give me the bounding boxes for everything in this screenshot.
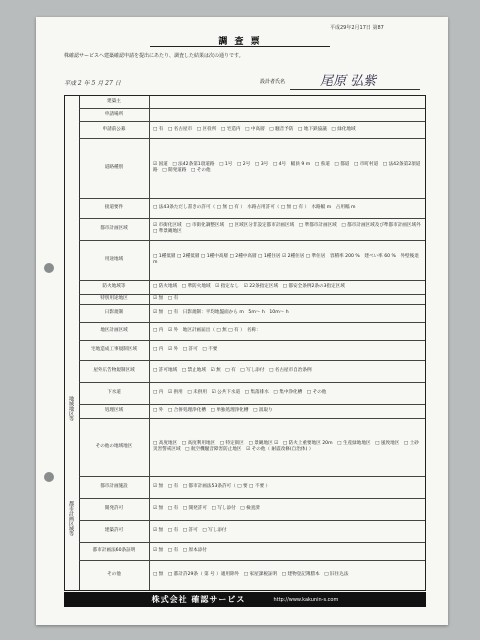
company-url: http://www.kakunin-s.com (273, 596, 339, 603)
row-value: □ 1種低層 □ 2種低層 □ 1種中高層 □ 2種中高層 □ 1種住居 ☑ 2種住居 □ 準住居 容積率 200 % 建ぺい率 60 % 外壁後退 m (153, 254, 419, 265)
row-value: ☑ 無 □ 有 □ 都市計画法53条許可（ □ 要 □ 不要 ） (153, 484, 271, 490)
row-value: ☑ 無 □ 有 (153, 296, 179, 302)
row-label: 用途地域 (79, 240, 150, 280)
row-value: □ 許可地域 □ 禁止地域 ☑ 無 □ 有 □ 写し添付 □ 名古屋市自治条例 (153, 368, 312, 374)
row-value: □ 高度地区 □ 高度利用地区 □ 特定街区 □ 景観地区 ☑ □ 防火上重要地区 20m □ 生産緑地地区 □ 風致地区 □ 土砂災害警戒区域 □ 航空機騒音障害防止地区 ☑ その他（ 耐震改修(自治体) ） (153, 441, 419, 452)
side-label-column (65, 96, 80, 590)
row-value: □ 防火地域 □ 準防火地域 ☑ 指定なし ☑ 22条指定区域 □ 都安全条例2条の3指定区域 (153, 284, 345, 290)
table-row (79, 542, 425, 561)
row-label: 都市計画区域 (79, 218, 150, 240)
row-value: □ 法43条ただし書きの許可（ □ 無 □ 有 ） 水路占用許可（ □ 無 □ 有 ） 水路幅 m 占用幅 m (153, 205, 356, 211)
table-row (79, 138, 425, 199)
company-footer (64, 592, 426, 607)
row-label: 道路種別 (79, 138, 150, 198)
row-label: 申請前公募 (79, 121, 150, 138)
row-value: ☑ 市街化区域 □ 市街化調整区域 □ 区域区分非設定都市計画区域 □ 準都市計画区域 □ 都市計画区域及び準都市計画区域外 □ 準景観地区 (153, 223, 426, 234)
row-value: □ 外 □ 合併処理浄化槽 □ 単独処理浄化槽 □ 汲取り (153, 408, 273, 414)
punch-hole (44, 472, 54, 482)
table-row (79, 322, 425, 341)
row-label: 申請場所 (79, 108, 150, 121)
side-label-zoning: 地域地区等 (68, 396, 74, 421)
table-row (79, 304, 425, 323)
row-label: 特別用途地区 (79, 294, 150, 304)
table-row (79, 340, 425, 361)
survey-date (64, 78, 121, 87)
row-label: 宅地造成工事規制区域 (79, 340, 150, 360)
row-label: その他 (79, 560, 150, 590)
table-row (79, 218, 425, 241)
survey-table (64, 95, 426, 591)
table-row (79, 476, 425, 499)
row-value: ☑ 国道 □ 法42条第1項道路 □ 1号 □ 2号 □ 3号 □ 4号 幅員 9 m □ 県道 □ 都道 □ 市町村道 □ 法42条第2項道路 □ 開発道路 □ その他 (153, 162, 421, 173)
row-value: □ 内 ☑ 供用 □ 未供用 ☑ 公共下水道 □ 集落排水 □ 集中浄化槽 □ その他 (153, 390, 327, 396)
row-value: ☑ 無 □ 有 □ 原本添付 (153, 548, 207, 554)
table-row (79, 404, 425, 419)
table-row (79, 498, 425, 521)
row-value: ☑ 無 □ 有 □ 開発許可 □ 写し添付 □ 検査済 (153, 506, 260, 512)
row-value: □ 内 ☑ 外 □ 許可 □ 不要 (153, 347, 218, 353)
table-row (79, 108, 425, 122)
punch-hole (44, 263, 54, 273)
side-label-urban-planning: 都市計画区域等 (68, 501, 74, 536)
row-value: ☑ 無 □ 有 日影規制：平均地盤面から m 5m～ h 10m～ h (153, 310, 289, 316)
row-label: 防火地域等 (79, 280, 150, 294)
row-value: ☑ 無 □ 有 □ 許可 □ 写し添付 (153, 528, 227, 534)
form-title: 調 査 票 (218, 37, 262, 47)
row-value: □ 有 □ 名古屋市 □ 区役所 □ 宅造内 □ 中高層 □ 騒音予防 □ 地下鉄協議 □ 緑化地域 (153, 126, 356, 132)
row-label: 屋外広告物規制区域 (79, 360, 150, 382)
table-row (79, 280, 425, 295)
row-label: 都市計画法60条証明 (79, 542, 150, 560)
row-value: □ 無 □ 都計許29条（ 第 号 ）適用除外 □ 家屋課税証明 □ 建物登記簿謄本 □ 旧住込法 (153, 572, 349, 578)
row-value (153, 96, 422, 108)
intro-text: 株確認サービスへ建築確認申請を提出にあたり、調査した結果は次の通りです。 (64, 53, 244, 59)
row-label: その他の地域地区 (79, 418, 150, 476)
row-value: □ 内 ☑ 外 地区計画届出（ □ 無 □ 有 ） 名称： (153, 328, 261, 334)
table-row (79, 198, 425, 219)
designer-signature: 尾原 弘紫 (320, 74, 377, 89)
row-label: 地区計画区域 (79, 322, 150, 340)
row-label: 建築主 (79, 96, 150, 108)
company-name: 株式会社 確認サービス (151, 595, 246, 604)
signature-line (290, 89, 420, 90)
row-label: 都市計画施設 (79, 476, 150, 498)
designer-label: 設計者氏名 (260, 79, 286, 85)
row-label: 処理区域 (79, 404, 150, 418)
table-row (79, 121, 425, 139)
table-row (79, 240, 425, 281)
table-row (79, 382, 425, 405)
title-underline (150, 46, 330, 47)
table-row (79, 360, 425, 383)
table-row (79, 560, 425, 590)
table-row (79, 418, 425, 477)
row-value (153, 108, 422, 121)
table-row (79, 520, 425, 543)
date-value: 平成 2 年 5 月 27 日 (64, 80, 121, 87)
row-label: 建築許可 (79, 520, 150, 542)
row-label: 日影規制 (79, 304, 150, 322)
document-id: 平成29年2月17日 第87 (330, 25, 384, 31)
row-label: 接道要件 (79, 198, 150, 218)
row-label: 開発許可 (79, 498, 150, 520)
row-label: 下水道 (79, 382, 150, 404)
